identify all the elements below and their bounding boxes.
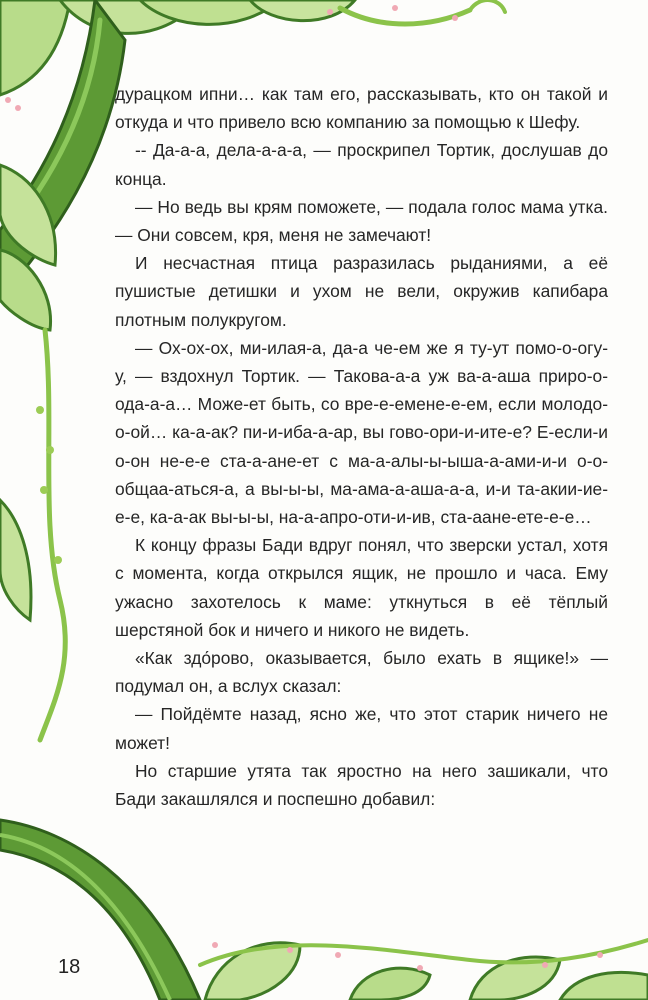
paragraph: -- Да-а-а, дела-а-а-а, — проскрипел Тортик, дослушав до конца.	[115, 140, 608, 189]
hanging-vine-illustration	[0, 330, 65, 740]
bottom-foliage-illustration	[0, 820, 648, 1000]
paragraph: дурацком ипни… как там его, рассказывать, кто он такой и откуда и что привело всю компанию за помощью к Шефу.	[115, 84, 608, 133]
paragraph: — Пойдёмте назад, ясно же, что этот старик ничего не может!	[115, 704, 608, 753]
paragraph: «Как здо́рово, оказывается, было ехать в ящике!» — подумал он, а вслух сказал:	[115, 648, 608, 697]
page-number: 18	[58, 956, 81, 978]
paragraph: — Но ведь вы крям поможете, — подала голос мама утка. — Они совсем, кря, меня не замечают!	[115, 196, 608, 246]
page-text-body	[115, 80, 608, 813]
paragraph: К концу фразы Бади вдруг понял, что зверски устал, хотя с момента, когда открылся ящик, не прошло и часа. Ему ужасно захотелось к маме: уткнуться в её тёплый шерстяной бок и ничего и никого не видеть.	[115, 535, 608, 640]
paragraph: — Ох-ох-ох, ми-илая-а, да-а че-ем же я ту-ут помо-о-огу-у, — вздохнул Тортик. — Такова-а-а уж ва-а-аша приро-о-ода-а-а… Може-ет быть, со вре-е-емене-е-ем, если молодо-о-ой… ка-а-ак? пи-и-иба-а-ар, вы гово-ори-и-ите-е? Е-если-и о-он не-е-е ста-а-ане-ет с ма-а-алы-ы-ыша-а-ами-и-и о-о-общаа-аться-а, а вы-ы-ы, ма-ама-а-аша-а-а, и-и та-акии-ие-е-е, ка-а-ак вы-ы-ы, на-а-апро-оти-и-ив, ста-аане-ете-е-е…	[115, 337, 608, 528]
paragraph: Но старшие утята так яростно на него зашикали, что Бади закашлялся и поспешно добавил:	[115, 760, 608, 810]
paragraph: И несчастная птица разразилась рыданиями, а её пушистые детишки и ухом не вели, окружив капибара плотным полукругом.	[115, 253, 608, 330]
